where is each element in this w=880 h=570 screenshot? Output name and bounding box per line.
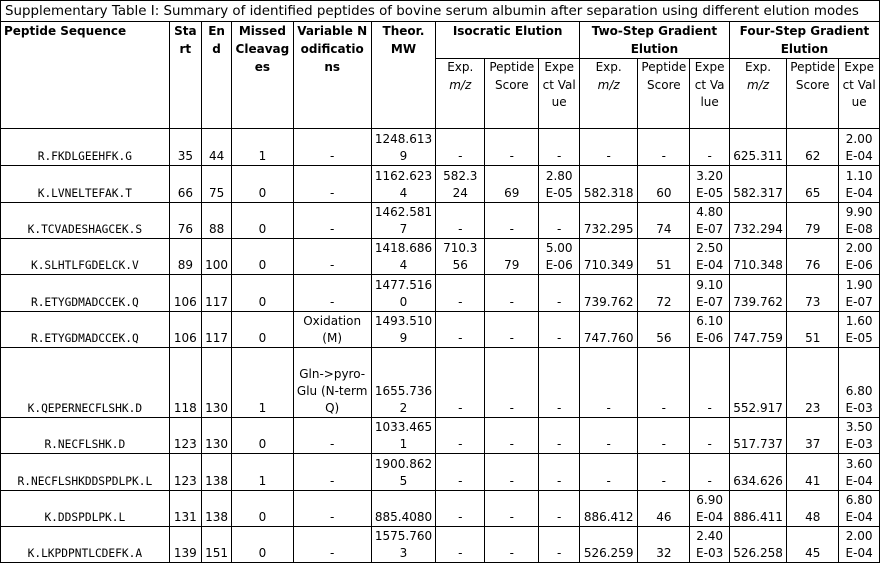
cell-iso-exp-mz: -: [436, 129, 485, 166]
cell-two-expect-value: 4.80E-07: [690, 203, 730, 239]
cell-theor-mw: 1033.4651: [371, 418, 436, 454]
cell-four-peptide-score: 23: [787, 348, 839, 418]
cell-two-peptide-score: 51: [638, 239, 690, 275]
cell-iso-peptide-score: -: [485, 454, 539, 491]
cell-iso-peptide-score: -: [485, 203, 539, 239]
cell-end: 151: [201, 527, 231, 563]
cell-end: 138: [201, 454, 231, 491]
cell-missed-cleavages: 0: [232, 491, 293, 527]
cell-theor-mw: 885.4080: [371, 491, 436, 527]
cell-peptide-sequence: R.ETYGDMADCCEK.Q: [1, 275, 170, 312]
cell-two-expect-value: 6.10E-06: [690, 312, 730, 348]
table-row: [1, 275, 880, 312]
cell-four-expect-value: 6.80E-03: [839, 348, 880, 418]
cell-missed-cleavages: 1: [232, 454, 293, 491]
cell-variable-modification: -: [293, 454, 371, 491]
cell-four-peptide-score: 37: [787, 418, 839, 454]
cell-variable-modification: -: [293, 239, 371, 275]
cell-peptide-sequence: K.LVNELTEFAK.T: [1, 166, 170, 203]
subheader-peptide-score: Peptide Score: [787, 59, 839, 129]
cell-variable-modification: -: [293, 418, 371, 454]
subheader-exp-mz: Exp. m/z: [436, 59, 485, 129]
cell-iso-peptide-score: -: [485, 129, 539, 166]
cell-start: 131: [169, 491, 201, 527]
table-row: [1, 454, 880, 491]
cell-iso-expect-value: -: [539, 129, 580, 166]
cell-start: 35: [169, 129, 201, 166]
subheader-exp-mz: Exp. m/z: [579, 59, 637, 129]
cell-end: 117: [201, 275, 231, 312]
cell-two-exp-mz: 582.318: [579, 166, 637, 203]
cell-iso-peptide-score: -: [485, 491, 539, 527]
cell-start: 106: [169, 312, 201, 348]
cell-two-peptide-score: 72: [638, 275, 690, 312]
cell-missed-cleavages: 0: [232, 312, 293, 348]
header-peptide-sequence: Peptide Sequence: [1, 22, 170, 129]
cell-theor-mw: 1575.7603: [371, 527, 436, 563]
cell-iso-peptide-score: -: [485, 275, 539, 312]
header-variable-modifications: Variable Nodifications: [293, 22, 371, 129]
cell-theor-mw: 1162.6234: [371, 166, 436, 203]
cell-missed-cleavages: 0: [232, 166, 293, 203]
cell-four-exp-mz: 747.759: [729, 312, 786, 348]
subheader-peptide-score: Peptide Score: [638, 59, 690, 129]
cell-four-exp-mz: 732.294: [729, 203, 786, 239]
cell-variable-modification: Oxidation (M): [293, 312, 371, 348]
cell-end: 130: [201, 418, 231, 454]
cell-four-expect-value: 1.60E-05: [839, 312, 880, 348]
table-row: [1, 239, 880, 275]
cell-end: 44: [201, 129, 231, 166]
cell-iso-exp-mz: 710.356: [436, 239, 485, 275]
cell-two-peptide-score: 32: [638, 527, 690, 563]
header-missed-cleavages: Missed Cleavages: [232, 22, 293, 129]
cell-two-expect-value: -: [690, 129, 730, 166]
cell-peptide-sequence: K.LKPDPNTLCDEFK.A: [1, 527, 170, 563]
header-four-step-gradient-elution: Four-Step Gradient Elution: [729, 22, 879, 59]
cell-four-expect-value: 2.00E-04: [839, 527, 880, 563]
cell-variable-modification: -: [293, 129, 371, 166]
cell-missed-cleavages: 0: [232, 275, 293, 312]
cell-two-exp-mz: 739.762: [579, 275, 637, 312]
cell-two-exp-mz: 886.412: [579, 491, 637, 527]
cell-variable-modification: -: [293, 203, 371, 239]
cell-two-exp-mz: 747.760: [579, 312, 637, 348]
cell-two-expect-value: -: [690, 418, 730, 454]
cell-four-exp-mz: 739.762: [729, 275, 786, 312]
cell-iso-peptide-score: 79: [485, 239, 539, 275]
cell-iso-peptide-score: -: [485, 418, 539, 454]
cell-four-expect-value: 9.90E-08: [839, 203, 880, 239]
cell-iso-exp-mz: -: [436, 203, 485, 239]
cell-end: 100: [201, 239, 231, 275]
cell-two-expect-value: 9.10E-07: [690, 275, 730, 312]
cell-start: 66: [169, 166, 201, 203]
cell-peptide-sequence: K.TCVADESHAGCEK.S: [1, 203, 170, 239]
cell-two-peptide-score: -: [638, 454, 690, 491]
cell-peptide-sequence: R.NECFLSHK.D: [1, 418, 170, 454]
subheader-expect-value: Expect Value: [690, 59, 730, 129]
peptide-table: [0, 21, 880, 563]
table-row: [1, 166, 880, 203]
subheader-peptide-score: Peptide Score: [485, 59, 539, 129]
cell-two-exp-mz: 732.295: [579, 203, 637, 239]
cell-iso-expect-value: 5.00E-06: [539, 239, 580, 275]
cell-four-expect-value: 6.80E-04: [839, 491, 880, 527]
cell-end: 117: [201, 312, 231, 348]
cell-two-exp-mz: -: [579, 454, 637, 491]
table-row: [1, 491, 880, 527]
cell-iso-exp-mz: -: [436, 418, 485, 454]
cell-four-peptide-score: 65: [787, 166, 839, 203]
cell-theor-mw: 1477.5160: [371, 275, 436, 312]
cell-missed-cleavages: 0: [232, 203, 293, 239]
cell-end: 75: [201, 166, 231, 203]
cell-variable-modification: -: [293, 275, 371, 312]
cell-two-expect-value: -: [690, 454, 730, 491]
cell-iso-expect-value: -: [539, 527, 580, 563]
cell-iso-expect-value: -: [539, 312, 580, 348]
cell-two-exp-mz: -: [579, 418, 637, 454]
table-row: [1, 418, 880, 454]
cell-two-expect-value: 2.40E-03: [690, 527, 730, 563]
cell-four-peptide-score: 48: [787, 491, 839, 527]
cell-theor-mw: 1248.6139: [371, 129, 436, 166]
cell-four-exp-mz: 710.348: [729, 239, 786, 275]
cell-start: 76: [169, 203, 201, 239]
cell-four-exp-mz: 582.317: [729, 166, 786, 203]
cell-four-expect-value: 1.90E-07: [839, 275, 880, 312]
cell-two-expect-value: 6.90E-04: [690, 491, 730, 527]
cell-theor-mw: 1462.5817: [371, 203, 436, 239]
cell-end: 138: [201, 491, 231, 527]
cell-theor-mw: 1493.5109: [371, 312, 436, 348]
table-body: [1, 129, 880, 563]
header-isocratic-elution: Isocratic Elution: [436, 22, 580, 59]
cell-four-exp-mz: 526.258: [729, 527, 786, 563]
cell-four-exp-mz: 625.311: [729, 129, 786, 166]
cell-start: 118: [169, 348, 201, 418]
cell-iso-exp-mz: -: [436, 275, 485, 312]
cell-iso-peptide-score: -: [485, 348, 539, 418]
cell-start: 123: [169, 454, 201, 491]
cell-two-exp-mz: 710.349: [579, 239, 637, 275]
subheader-exp-mz: Exp. m/z: [729, 59, 786, 129]
cell-two-peptide-score: 46: [638, 491, 690, 527]
cell-iso-expect-value: 2.80E-05: [539, 166, 580, 203]
cell-two-peptide-score: 60: [638, 166, 690, 203]
cell-missed-cleavages: 1: [232, 348, 293, 418]
cell-peptide-sequence: R.FKDLGEEHFK.G: [1, 129, 170, 166]
cell-two-exp-mz: 526.259: [579, 527, 637, 563]
header-two-step-gradient-elution: Two-Step Gradient Elution: [579, 22, 729, 59]
cell-iso-expect-value: -: [539, 275, 580, 312]
cell-peptide-sequence: R.ETYGDMADCCEK.Q: [1, 312, 170, 348]
table-row: [1, 312, 880, 348]
cell-iso-peptide-score: 69: [485, 166, 539, 203]
cell-iso-peptide-score: -: [485, 527, 539, 563]
cell-iso-exp-mz: -: [436, 454, 485, 491]
cell-iso-expect-value: -: [539, 418, 580, 454]
cell-iso-expect-value: -: [539, 454, 580, 491]
cell-two-expect-value: 2.50E-04: [690, 239, 730, 275]
cell-iso-exp-mz: -: [436, 312, 485, 348]
cell-missed-cleavages: 0: [232, 527, 293, 563]
cell-start: 139: [169, 527, 201, 563]
table-row: [1, 203, 880, 239]
cell-iso-exp-mz: -: [436, 527, 485, 563]
cell-two-peptide-score: 56: [638, 312, 690, 348]
cell-two-exp-mz: -: [579, 348, 637, 418]
cell-end: 88: [201, 203, 231, 239]
header-start: Start: [169, 22, 201, 129]
cell-peptide-sequence: K.SLHTLFGDELCK.V: [1, 239, 170, 275]
cell-four-peptide-score: 51: [787, 312, 839, 348]
header-end: End: [201, 22, 231, 129]
cell-peptide-sequence: K.QEPERNECFLSHK.D: [1, 348, 170, 418]
cell-two-peptide-score: -: [638, 348, 690, 418]
cell-variable-modification: -: [293, 527, 371, 563]
cell-four-peptide-score: 41: [787, 454, 839, 491]
cell-start: 89: [169, 239, 201, 275]
cell-two-peptide-score: -: [638, 129, 690, 166]
cell-four-expect-value: 3.60E-04: [839, 454, 880, 491]
subheader-expect-value: Expect Value: [839, 59, 880, 129]
cell-missed-cleavages: 0: [232, 418, 293, 454]
cell-four-exp-mz: 886.411: [729, 491, 786, 527]
cell-four-peptide-score: 45: [787, 527, 839, 563]
cell-theor-mw: 1900.8625: [371, 454, 436, 491]
cell-start: 123: [169, 418, 201, 454]
cell-two-peptide-score: 74: [638, 203, 690, 239]
cell-iso-expect-value: -: [539, 348, 580, 418]
cell-iso-exp-mz: 582.324: [436, 166, 485, 203]
cell-four-peptide-score: 79: [787, 203, 839, 239]
cell-two-expect-value: 3.20E-05: [690, 166, 730, 203]
header-theor-mw: Theor. MW: [371, 22, 436, 129]
cell-two-peptide-score: -: [638, 418, 690, 454]
cell-iso-exp-mz: -: [436, 348, 485, 418]
cell-four-peptide-score: 62: [787, 129, 839, 166]
cell-end: 130: [201, 348, 231, 418]
cell-variable-modification: -: [293, 491, 371, 527]
table-caption: Supplementary Table I: Summary of identified peptides of bovine serum albumin after separation using different elution modes: [0, 0, 880, 21]
cell-two-expect-value: -: [690, 348, 730, 418]
cell-peptide-sequence: K.DDSPDLPK.L: [1, 491, 170, 527]
cell-four-peptide-score: 73: [787, 275, 839, 312]
cell-iso-peptide-score: -: [485, 312, 539, 348]
cell-four-exp-mz: 517.737: [729, 418, 786, 454]
table-row: [1, 527, 880, 563]
cell-variable-modification: Gln->pyro-Glu (N-term Q): [293, 348, 371, 418]
cell-variable-modification: -: [293, 166, 371, 203]
cell-missed-cleavages: 0: [232, 239, 293, 275]
table-row: [1, 348, 880, 418]
cell-four-peptide-score: 76: [787, 239, 839, 275]
cell-four-exp-mz: 634.626: [729, 454, 786, 491]
cell-iso-expect-value: -: [539, 491, 580, 527]
cell-theor-mw: 1655.7362: [371, 348, 436, 418]
cell-start: 106: [169, 275, 201, 312]
cell-four-expect-value: 2.00E-04: [839, 129, 880, 166]
cell-four-expect-value: 1.10E-04: [839, 166, 880, 203]
cell-iso-expect-value: -: [539, 203, 580, 239]
cell-two-exp-mz: -: [579, 129, 637, 166]
cell-missed-cleavages: 1: [232, 129, 293, 166]
cell-theor-mw: 1418.6864: [371, 239, 436, 275]
cell-four-exp-mz: 552.917: [729, 348, 786, 418]
cell-peptide-sequence: R.NECFLSHKDDSPDLPK.L: [1, 454, 170, 491]
subheader-expect-value: Expect Value: [539, 59, 580, 129]
cell-iso-exp-mz: -: [436, 491, 485, 527]
cell-four-expect-value: 2.00E-06: [839, 239, 880, 275]
cell-four-expect-value: 3.50E-03: [839, 418, 880, 454]
table-row: [1, 129, 880, 166]
